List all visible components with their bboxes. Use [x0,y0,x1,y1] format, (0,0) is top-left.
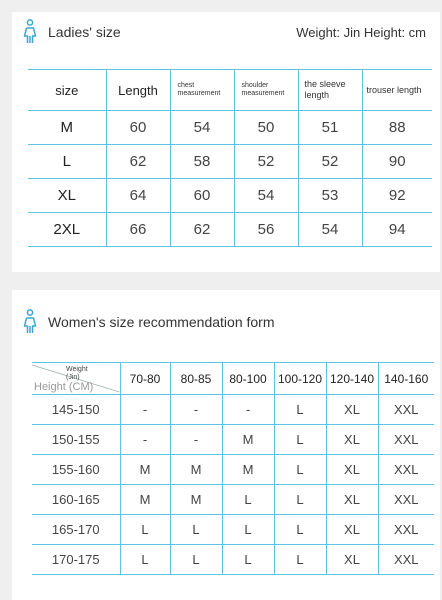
size-cell: - [120,425,170,455]
weight-col-header: 70-80 [120,363,170,395]
size-cell: XL [326,485,378,515]
cell-length: 64 [106,179,170,213]
size-cell: L [222,515,274,545]
table-row [32,455,434,485]
size-cell: - [170,395,222,425]
cell-trouser: 92 [362,179,432,213]
header-chest-line1: chest [177,82,195,89]
size-cell: L [274,485,326,515]
size-cell: L [170,545,222,575]
size-cell: M [222,425,274,455]
size-cell: M [120,485,170,515]
table-row [28,213,432,247]
size-cell: XL [326,395,378,425]
table-row [28,179,432,213]
cell-size: 2XL [28,213,106,247]
cell-size: XL [28,179,106,213]
size-cell: L [274,425,326,455]
size-cell: XXL [378,455,434,485]
size-cell: XXL [378,545,434,575]
size-cell: XL [326,455,378,485]
cell-chest: 54 [170,111,234,145]
size-cell: L [274,455,326,485]
header-chest-line2: measurement [177,90,221,97]
cell-length: 60 [106,111,170,145]
weight-col-header: 80-100 [222,363,274,395]
size-cell: L [222,545,274,575]
header-sleeve-line2: length [304,90,330,100]
corner-weight-line1: Weight [66,366,88,373]
size-cell: M [170,455,222,485]
table-row [28,145,432,179]
cell-trouser: 90 [362,145,432,179]
header-sleeve [298,70,362,111]
size-cell: XXL [378,485,434,515]
size-cell: L [222,485,274,515]
cell-length: 62 [106,145,170,179]
table-row [32,395,434,425]
recommendation-title: Women's size recommendation form [48,314,275,330]
cell-length: 66 [106,213,170,247]
cell-sleeve: 51 [298,111,362,145]
units-label: Weight: Jin Height: cm [296,24,426,40]
size-cell: - [170,425,222,455]
size-cell: L [170,515,222,545]
table-row [32,485,434,515]
weight-col-header: 120-140 [326,363,378,395]
cell-sleeve: 52 [298,145,362,179]
corner-weight-line2: (Jin) [66,374,80,381]
size-cell: - [120,395,170,425]
cell-chest: 62 [170,213,234,247]
corner-weight-label [66,366,88,382]
weight-col-header: 80-85 [170,363,222,395]
size-cell: M [170,485,222,515]
cell-shoulder: 54 [234,179,298,213]
header-shoulder-line2: measurement [241,90,285,97]
height-cell: 165-170 [32,515,120,545]
cell-shoulder: 52 [234,145,298,179]
header-trouser: trouser length [362,70,432,111]
height-cell: 145-150 [32,395,120,425]
size-cell: - [222,395,274,425]
cell-chest: 60 [170,179,234,213]
size-cell: XXL [378,395,434,425]
height-cell: 150-155 [32,425,120,455]
ladies-size-title: Ladies' size [48,24,121,40]
cell-size: M [28,111,106,145]
weight-col-header: 140-160 [378,363,434,395]
header-shoulder-line1: shoulder [241,82,269,89]
cell-sleeve: 53 [298,179,362,213]
table-header-row [32,363,434,395]
table-row [32,545,434,575]
cell-trouser: 94 [362,213,432,247]
ladies-size-table [28,69,432,247]
cell-shoulder: 56 [234,213,298,247]
size-cell: XXL [378,425,434,455]
size-cell: L [120,515,170,545]
cell-size: L [28,145,106,179]
header-shoulder [234,70,298,111]
person-icon [22,19,38,45]
ladies-size-header [12,12,440,52]
table-row [28,111,432,145]
header-length: Length [106,70,170,111]
recommendation-table [32,362,434,575]
size-cell: XL [326,425,378,455]
table-row [32,515,434,545]
size-cell: M [120,455,170,485]
size-cell: XL [326,545,378,575]
recommendation-header [12,302,440,342]
size-cell: L [120,545,170,575]
recommendation-card [12,290,440,600]
size-cell: M [222,455,274,485]
size-cell: XL [326,515,378,545]
cell-sleeve: 54 [298,213,362,247]
height-cell: 155-160 [32,455,120,485]
height-cell: 160-165 [32,485,120,515]
corner-height-label: Height (CM) [34,381,94,393]
table-row [32,425,434,455]
cell-chest: 58 [170,145,234,179]
table-header-row [28,70,432,111]
cell-trouser: 88 [362,111,432,145]
header-sleeve-line1: the sleeve [304,79,346,89]
header-size: size [28,70,106,111]
ladies-size-card [12,12,440,272]
size-cell: L [274,545,326,575]
cell-shoulder: 50 [234,111,298,145]
weight-col-header: 100-120 [274,363,326,395]
person-icon [22,309,38,335]
corner-cell [32,363,120,395]
size-cell: XXL [378,515,434,545]
header-chest [170,70,234,111]
height-cell: 170-175 [32,545,120,575]
size-cell: L [274,395,326,425]
size-cell: L [274,515,326,545]
